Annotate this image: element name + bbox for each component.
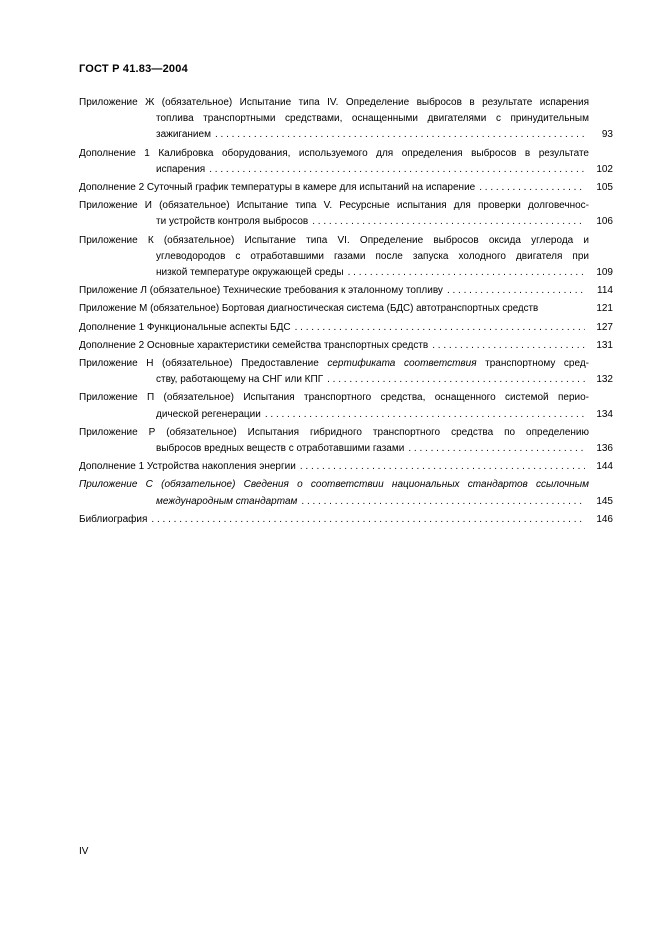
toc-page-number: 127: [596, 321, 613, 333]
toc-entry: [79, 459, 613, 475]
toc-page-number: 136: [596, 443, 613, 455]
toc-page-number: 131: [596, 339, 613, 351]
document-header: ГОСТ Р 41.83—2004: [79, 63, 188, 75]
toc-page-number: 106: [596, 216, 613, 228]
toc-entry: [79, 95, 613, 144]
toc-entry-title-cont: международным стандартам: [156, 495, 298, 507]
toc-page-number: 109: [596, 267, 613, 279]
toc-entry: [79, 146, 613, 178]
toc-entry-title: Приложение К (обязательное) Испытание типа VI. Определение выбросов оксида углерода и: [79, 234, 589, 246]
table-of-contents: [79, 95, 613, 530]
toc-page-number: 105: [596, 182, 613, 194]
toc-entry: [79, 233, 613, 282]
toc-entry-title: Приложение Н (обязательное) Предоставление сертификата соответствия транспортному сред-: [79, 358, 589, 370]
page-number-footer: IV: [79, 846, 89, 857]
toc-page-number: 134: [596, 408, 613, 420]
toc-entry: [79, 512, 613, 528]
toc-entry: [79, 390, 613, 422]
toc-entry: [79, 425, 613, 457]
toc-entry: [79, 180, 613, 196]
toc-page-number: 121: [596, 303, 613, 315]
toc-entry-title: Дополнение 1 Калибровка оборудования, используемого для определения выбросов в результате: [79, 147, 589, 159]
toc-entry-title-cont: ству, работающему на СНГ или КПГ: [156, 374, 324, 386]
toc-entry-title-cont: ти устройств контроля выбросов: [156, 216, 309, 228]
toc-entry-title: Приложение Л (обязательное) Технические требования к эталонному топливу: [79, 285, 443, 297]
toc-entry: [79, 320, 613, 336]
toc-page-number: 144: [596, 461, 613, 473]
toc-entry-title: Приложение И (обязательное) Испытание типа V. Ресурсные испытания для проверки долговечнос-: [79, 200, 589, 212]
toc-page-number: 93: [601, 129, 613, 141]
toc-page-number: 114: [597, 285, 613, 297]
toc-page-number: 145: [596, 495, 613, 507]
toc-entry-title-cont: выбросов вредных веществ с отработавшими газами: [156, 443, 405, 455]
toc-entry-title: Дополнение 2 Суточный график температуры в камере для испытаний на испарение: [79, 182, 476, 194]
toc-page-number: 102: [596, 163, 613, 175]
toc-entry-title: Приложение М (обязательное) Бортовая диагностическая система (БДС) автотранспортных средств: [79, 303, 539, 315]
toc-entry-title-cont: испарения: [156, 163, 206, 175]
toc-page-number: 132: [596, 374, 613, 386]
toc-entry: [79, 301, 613, 317]
toc-entry-title: Приложение Р (обязательное) Испытания гибридного транспортного средства по определению: [79, 426, 589, 438]
toc-entry: [79, 356, 613, 388]
toc-page-number: 146: [596, 513, 613, 525]
toc-entry-title-cont: дической регенерации: [156, 408, 261, 420]
toc-entry-title-cont: низкой температуре окружающей среды: [156, 267, 344, 279]
toc-entry-title-cont: зажиганием: [156, 129, 211, 141]
toc-entry-title: Библиография: [79, 513, 148, 525]
toc-entry: [79, 283, 613, 299]
toc-entry-title: Дополнение 1 Устройства накопления энергии: [79, 461, 296, 473]
toc-entry-title-cont: топлива транспортными средствами, оснащенными двигателями с принудительным: [156, 113, 589, 125]
toc-entry-title: Дополнение 1 Функциональные аспекты БДС: [79, 321, 291, 333]
toc-entry-title: Приложение Ж (обязательное) Испытание типа IV. Определение выбросов в результате испарения: [79, 97, 589, 108]
toc-entry-title: Приложение П (обязательное) Испытания транспортного средства, оснащенного системой перио-: [79, 392, 589, 404]
toc-entry: [79, 338, 613, 354]
toc-entry-title: Приложение С (обязательное) Сведения о соответствии национальных стандартов ссылочным: [79, 479, 589, 491]
toc-entry: [79, 477, 613, 509]
toc-entry-title: Дополнение 2 Основные характеристики семейства транспортных средств: [79, 339, 429, 351]
toc-entry-title-cont: углеводородов с отработавшими газами после запуска холодного двигателя при: [156, 250, 589, 262]
toc-entry: [79, 198, 613, 230]
